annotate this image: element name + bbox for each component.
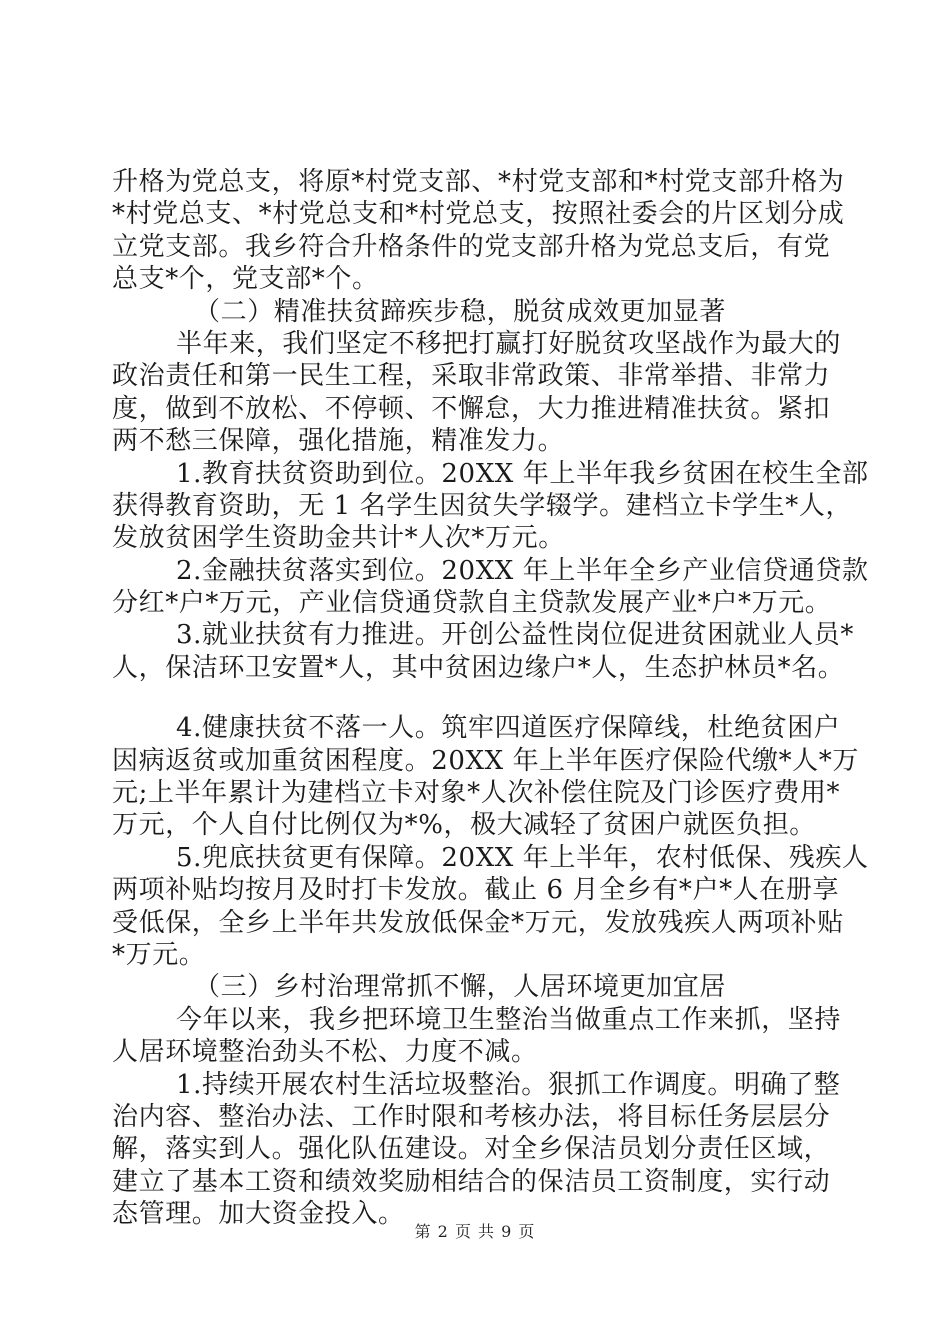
text-line: 1.教育扶贫资助到位。20XX 年上半年我乡贫困在校生全部	[176, 458, 869, 489]
text-line: 2.金融扶贫落实到位。20XX 年上半年全乡产业信贷通贷款	[176, 555, 869, 586]
text-line: 分红*户*万元，产业信贷通贷款自主贷款发展产业*户*万元。	[112, 588, 832, 619]
text-line: 立党支部。我乡符合升格条件的党支部升格为党总支后，有党	[112, 231, 831, 262]
text-line: 人居环境整治劲头不松、力度不减。	[112, 1037, 538, 1068]
text-line: 升格为党总支，将原*村党支部、*村党支部和*村党支部升格为	[112, 167, 845, 197]
text-line: 半年来，我们坚定不移把打赢打好脱贫攻坚战作为最大的	[176, 328, 842, 359]
text-line: 4.健康扶贫不落一人。筑牢四道医疗保障线，杜绝贫困户	[176, 713, 841, 744]
text-line: 今年以来，我乡把环境卫生整治当做重点工作来抓，坚持	[176, 1004, 842, 1035]
text-line: 人，保洁环卫安置*人，其中贫困边缘户*人，生态护林员*名。	[112, 652, 845, 683]
page-footer: 第 2 页 共 9 页	[414, 1222, 536, 1241]
text-line: 两项补贴均按月及时打卡发放。截止 6 月全乡有*户*人在册享	[112, 875, 840, 906]
document-body	[112, 166, 869, 1231]
text-line: 受低保，全乡上半年共发放低保金*万元，发放残疾人两项补贴	[112, 907, 844, 938]
paragraph-gap	[112, 684, 838, 712]
text-line: 发放贫困学生资助金共计*人次*万元。	[112, 523, 565, 554]
text-line: *万元。	[112, 939, 206, 970]
text-line: *村党总支、*村党总支和*村党总支，按照社委会的片区划分成	[112, 199, 845, 230]
text-line: 获得教育资助，无 1 名学生因贫失学辍学。建档立卡学生*人，	[112, 490, 853, 521]
text-line: 解，落实到人。强化队伍建设。对全乡保洁员划分责任区域，	[112, 1134, 831, 1165]
text-line: 1.持续开展农村生活垃圾整治。狠抓工作调度。明确了整	[176, 1069, 841, 1100]
text-line: 总支*个，党支部*个。	[112, 264, 379, 295]
text-line: 3.就业扶贫有力推进。开创公益性岗位促进贫困就业人员*	[176, 620, 855, 651]
text-line: 态管理。加大资金投入。	[112, 1199, 405, 1230]
text-line: 建立了基本工资和绩效奖励相结合的保洁员工资制度，实行动	[112, 1166, 831, 1197]
text-line: 两不愁三保障，强化措施，精准发力。	[112, 426, 565, 457]
text-line: 政治责任和第一民生工程，采取非常政策、非常举措、非常力	[112, 361, 831, 392]
text-line: 元;上半年累计为建档立卡对象*人次补偿住院及门诊医疗费用*	[112, 778, 841, 809]
text-line: 5.兜底扶贫更有保障。20XX 年上半年，农村低保、残疾人	[176, 842, 869, 873]
text-line: 度，做到不放松、不停顿、不懈怠，大力推进精准扶贫。紧扣	[112, 393, 831, 424]
text-line: 治内容、整治办法、工作时限和考核办法，将目标任务层层分	[112, 1101, 831, 1132]
section-heading-line: （三）乡村治理常抓不懈，人居环境更加宜居	[194, 972, 727, 1003]
text-line: 万元，个人自付比例仅为*%，极大减轻了贫困户就医负担。	[112, 810, 816, 841]
text-line: 因病返贫或加重贫困程度。20XX 年上半年医疗保险代缴*人*万	[112, 745, 859, 776]
section-heading-line: （二）精准扶贫蹄疾步稳，脱贫成效更加显著	[194, 296, 727, 327]
